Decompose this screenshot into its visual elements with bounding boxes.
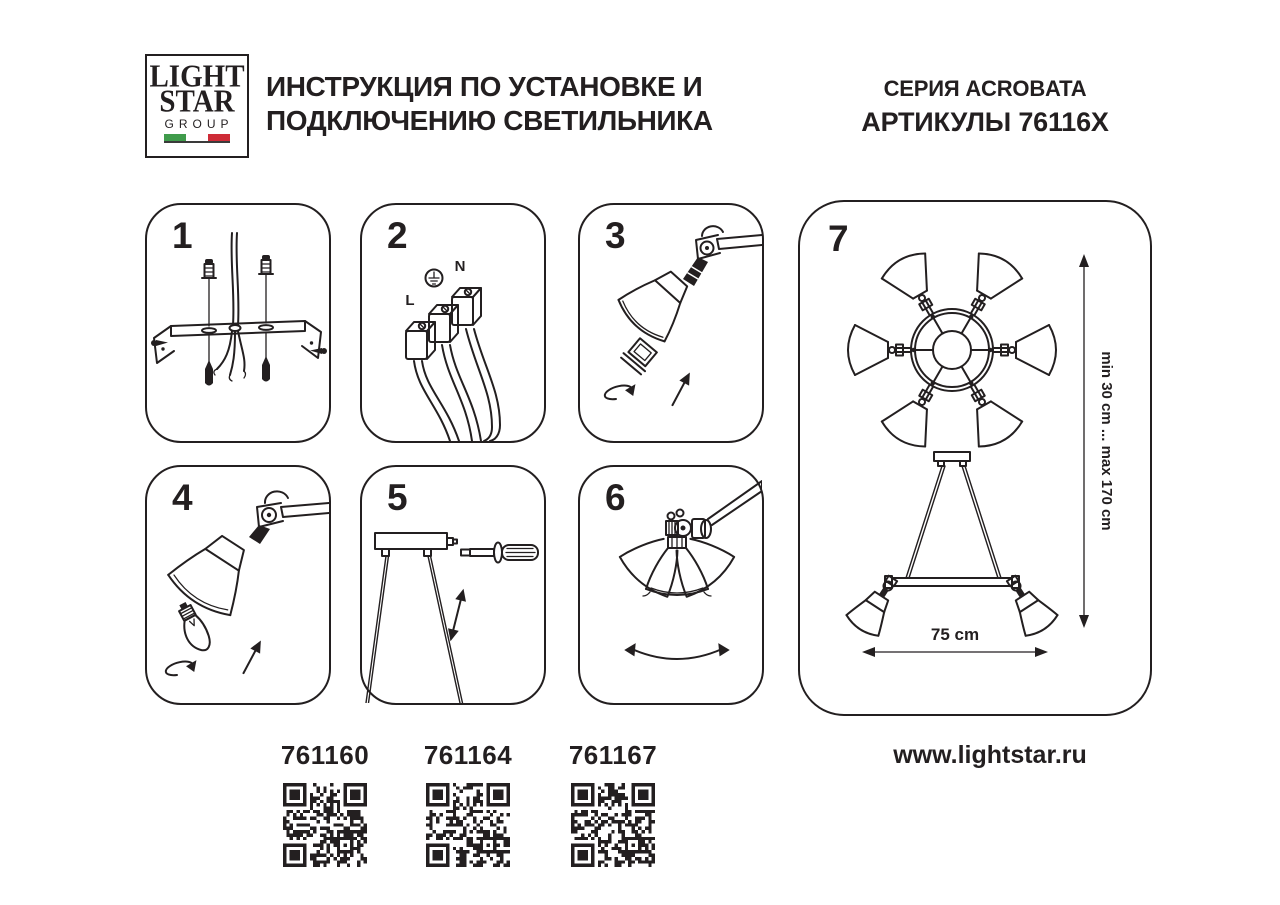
height-dimension [1079,254,1089,628]
step-panel-6 [578,465,764,705]
series-info [830,76,1140,138]
italian-flag-icon [164,134,230,143]
title-line-2: ПОДКЛЮЧЕНИЮ СВЕТИЛЬНИКА [266,105,713,136]
width-dimension-label: 75 cm [930,625,980,644]
step-panel-5 [360,465,546,705]
article-block-2 [408,740,528,867]
height-dimension-label: min 30 cm ... max 170 cm [1098,351,1115,531]
chandelier-top-view [848,247,1056,452]
chandelier-dimensions-illustration [800,202,1150,714]
article-code: 761160 [280,740,370,770]
step-number: 5 [387,477,408,518]
step-number: 2 [387,215,408,256]
step-number: 7 [828,218,849,259]
step-number: 1 [172,215,193,256]
series-name: СЕРИЯ ACROBATA [883,76,1087,101]
step-panel-4 [145,465,331,705]
article-block-1 [265,740,385,867]
qr-code [426,783,510,867]
article-series-code: АРТИКУЛЫ 76116X [861,107,1109,137]
lightstar-logo [145,54,249,158]
live-wire-label: L [405,292,415,309]
qr-code [283,783,367,867]
step-number: 3 [605,215,626,256]
page-title [266,70,713,138]
article-code: 761164 [423,740,513,770]
website-url: www.lightstar.ru [893,741,1087,769]
article-block-3 [553,740,673,867]
title-line-1: ИНСТРУКЦИЯ ПО УСТАНОВКЕ И [266,71,703,102]
width-dimension [862,647,1048,657]
step-panel-2 [360,203,546,443]
logo-word-group: GROUP [164,117,234,131]
step-panel-1 [145,203,331,443]
neutral-wire-label: N [454,258,466,275]
step-panel-3 [578,203,764,443]
step-number: 6 [605,477,626,518]
logo-word-star: STAR [159,84,235,120]
qr-code [571,783,655,867]
step-number: 4 [172,477,193,518]
step-panel-7 [798,200,1152,716]
chandelier-side-view [844,452,1060,640]
article-code: 761167 [568,740,658,770]
logo-word-light: LIGHT [149,59,245,95]
